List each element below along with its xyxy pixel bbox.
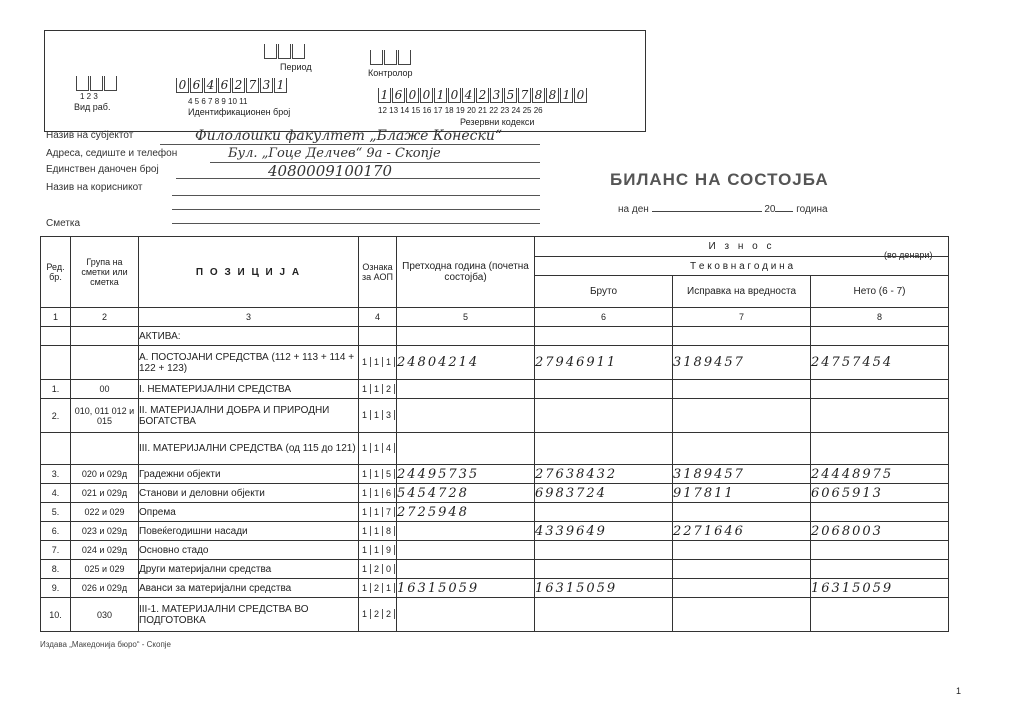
aop-digit: 1 <box>371 357 383 367</box>
reserve-digit: 0 <box>420 88 433 103</box>
cell-group: 021 и 029д <box>71 484 139 503</box>
reserve-digit: 8 <box>532 88 545 103</box>
tax-value: 4080009100170 <box>268 162 393 180</box>
header-row-no: Ред. бр. <box>41 237 71 308</box>
user-line-3 <box>172 223 540 224</box>
control-label: Контролор <box>368 68 413 78</box>
aop-code <box>359 465 397 484</box>
aop-code <box>359 327 397 346</box>
aop-digit: 1 <box>359 410 371 420</box>
cell-adj <box>673 579 811 598</box>
aop-digit: 1 <box>371 384 383 394</box>
table-row <box>41 541 949 560</box>
cell-no <box>41 433 71 465</box>
cell-no: 6. <box>41 522 71 541</box>
cell-gross <box>535 433 673 465</box>
cell-pos: Основно стадо <box>139 541 359 560</box>
table-body <box>41 327 949 632</box>
cell-group: 00 <box>71 380 139 399</box>
reserve-numbers: 12 13 14 15 16 17 18 19 20 21 22 23 24 25 26 <box>378 106 543 115</box>
cell-adj: 3189457 <box>673 465 811 484</box>
aop-digit: 1 <box>359 583 371 593</box>
id-numbers: 4 5 6 7 8 9 10 11 <box>188 97 248 106</box>
address-label: Адреса, седиштe и телефон <box>46 148 178 159</box>
type-cells <box>76 76 118 91</box>
cell-net <box>811 503 949 522</box>
reserve-code-cells <box>378 88 588 103</box>
cell-gross: 4339649 <box>535 522 673 541</box>
cell-gross <box>535 541 673 560</box>
cell-group: 010, 011 012 и 015 <box>71 399 139 433</box>
period-label: Период <box>280 62 312 72</box>
reserve-digit: 8 <box>546 88 559 103</box>
header-position: П О З И Ц И Ј А <box>139 237 359 308</box>
column-number: 7 <box>673 308 811 327</box>
entity-name-line <box>160 144 540 145</box>
aop-digit: 6 <box>383 488 395 498</box>
cell-group: 024 и 029д <box>71 541 139 560</box>
entity-name-value: Филолошки факултет „Блаже Конески“ <box>195 128 502 144</box>
id-digit: 6 <box>218 78 231 93</box>
id-label: Идентификационен број <box>188 107 291 117</box>
header-box <box>44 30 646 132</box>
table-row <box>41 560 949 579</box>
header-group: Група на сметки или сметка <box>71 237 139 308</box>
column-number: 2 <box>71 308 139 327</box>
reserve-digit: 1 <box>560 88 573 103</box>
cell-prev: 16315059 <box>397 579 535 598</box>
cell-pos: Аванси за материјални средства <box>139 579 359 598</box>
aop-digit: 1 <box>371 488 383 498</box>
aop-digit: 1 <box>371 545 383 555</box>
aop-digit: 2 <box>383 384 395 394</box>
aop-digit: 1 <box>359 526 371 536</box>
cell-no: 2. <box>41 399 71 433</box>
cell-net <box>811 541 949 560</box>
aop-code <box>359 380 397 399</box>
date-suffix: година <box>796 204 828 215</box>
document-title: БИЛАНС НА СОСТОЈБА <box>610 170 829 189</box>
table-row <box>41 503 949 522</box>
reserve-digit: 1 <box>378 88 391 103</box>
table-row <box>41 433 949 465</box>
aop-digit: 7 <box>383 507 395 517</box>
table-row <box>41 522 949 541</box>
cell-prev <box>397 522 535 541</box>
control-cells <box>370 50 412 65</box>
cell-pos: Повеќегодишни насади <box>139 522 359 541</box>
aop-digit: 3 <box>383 410 395 420</box>
cell-no: 5. <box>41 503 71 522</box>
column-number-row <box>41 308 949 327</box>
cell-group: 030 <box>71 598 139 632</box>
reserve-label: Резервни кодекси <box>460 117 535 127</box>
cell-group: 025 и 029 <box>71 560 139 579</box>
aop-code <box>359 484 397 503</box>
cell-no: 4. <box>41 484 71 503</box>
cell-gross <box>535 327 673 346</box>
cell-no: 7. <box>41 541 71 560</box>
cell-no: 8. <box>41 560 71 579</box>
period-cells <box>264 44 306 59</box>
cell-prev <box>397 327 535 346</box>
cell-prev: 24804214 <box>397 346 535 380</box>
cell-adj: 917811 <box>673 484 811 503</box>
aop-digit: 0 <box>383 564 395 574</box>
cell-gross <box>535 560 673 579</box>
cell-net: 24448975 <box>811 465 949 484</box>
table-row <box>41 598 949 632</box>
reserve-digit: 7 <box>518 88 531 103</box>
column-number: 4 <box>359 308 397 327</box>
id-digit: 4 <box>204 78 217 93</box>
aop-digit: 1 <box>359 507 371 517</box>
table-row <box>41 327 949 346</box>
cell-no: 9. <box>41 579 71 598</box>
column-number: 5 <box>397 308 535 327</box>
cell-group: 026 и 029д <box>71 579 139 598</box>
currency-note: (во денари) <box>884 250 933 260</box>
id-digit: 0 <box>176 78 189 93</box>
aop-digit: 1 <box>359 609 371 619</box>
aop-code <box>359 598 397 632</box>
cell-group <box>71 327 139 346</box>
id-digit: 3 <box>260 78 273 93</box>
aop-digit: 1 <box>383 357 395 367</box>
column-number: 1 <box>41 308 71 327</box>
cell-prev <box>397 399 535 433</box>
column-number: 6 <box>535 308 673 327</box>
cell-pos: II. МАТЕРИЈАЛНИ ДОБРА И ПРИРОДНИ БОГАТСТВА <box>139 399 359 433</box>
aop-digit: 8 <box>383 526 395 536</box>
table-row <box>41 579 949 598</box>
column-number: 8 <box>811 308 949 327</box>
cell-gross <box>535 399 673 433</box>
cell-net <box>811 399 949 433</box>
table-row <box>41 380 949 399</box>
aop-code <box>359 541 397 560</box>
cell-net <box>811 560 949 579</box>
account-label: Сметка <box>46 218 81 229</box>
cell-pos: Други материјални средства <box>139 560 359 579</box>
cell-pos: Станови и деловни објекти <box>139 484 359 503</box>
aop-digit: 1 <box>359 564 371 574</box>
cell-pos: А. ПОСТОЈАНИ СРЕДСТВА (112 + 113 + 114 + 122 + 123) <box>139 346 359 380</box>
cell-pos: III-1. МАТЕРИЈАЛНИ СРЕДСТВА ВО ПОДГОТОВКА <box>139 598 359 632</box>
cell-adj: 3189457 <box>673 346 811 380</box>
table-row <box>41 399 949 433</box>
cell-pos: Градежни објекти <box>139 465 359 484</box>
cell-gross: 16315059 <box>535 579 673 598</box>
cell-adj <box>673 598 811 632</box>
header-prev-year: Претходна година (почетна состојба) <box>397 237 535 308</box>
aop-digit: 1 <box>359 488 371 498</box>
column-number: 3 <box>139 308 359 327</box>
table-row <box>41 346 949 380</box>
tax-label: Единствен даночен број <box>46 164 159 175</box>
aop-code <box>359 399 397 433</box>
cell-prev <box>397 380 535 399</box>
aop-digit: 1 <box>359 357 371 367</box>
cell-prev: 5454728 <box>397 484 535 503</box>
id-digit: 6 <box>190 78 203 93</box>
cell-group <box>71 433 139 465</box>
cell-adj: 2271646 <box>673 522 811 541</box>
cell-no: 3. <box>41 465 71 484</box>
reserve-digit: 5 <box>504 88 517 103</box>
aop-digit: 2 <box>371 583 383 593</box>
cell-net <box>811 433 949 465</box>
cell-gross: 6983724 <box>535 484 673 503</box>
cell-net: 2068003 <box>811 522 949 541</box>
header-net: Нето (6 - 7) <box>811 276 949 308</box>
aop-digit: 4 <box>383 443 395 453</box>
type-numbers: 1 2 3 <box>80 92 98 101</box>
date-prefix: на ден <box>618 204 649 215</box>
header-amount: И з н о с <box>535 237 949 257</box>
cell-prev <box>397 598 535 632</box>
aop-code <box>359 503 397 522</box>
cell-adj <box>673 399 811 433</box>
reserve-digit: 0 <box>448 88 461 103</box>
aop-code <box>359 433 397 465</box>
aop-digit: 2 <box>371 609 383 619</box>
cell-no: 10. <box>41 598 71 632</box>
aop-code <box>359 346 397 380</box>
cell-pos: III. МАТЕРИЈАЛНИ СРЕДСТВА (од 115 до 121) <box>139 433 359 465</box>
aop-digit: 1 <box>371 526 383 536</box>
cell-net: 6065913 <box>811 484 949 503</box>
aop-digit: 1 <box>371 469 383 479</box>
aop-digit: 5 <box>383 469 395 479</box>
aop-digit: 1 <box>371 410 383 420</box>
address-value: Бул. „Гоце Делчев“ 9а - Скопје <box>228 146 441 161</box>
header-gross: Бруто <box>535 276 673 308</box>
aop-digit: 9 <box>383 545 395 555</box>
cell-group: 022 и 029 <box>71 503 139 522</box>
table-row <box>41 465 949 484</box>
user-line-1 <box>172 195 540 196</box>
id-digit: 1 <box>274 78 287 93</box>
cell-group: 020 и 029д <box>71 465 139 484</box>
cell-prev: 2725948 <box>397 503 535 522</box>
cell-net <box>811 598 949 632</box>
reserve-digit: 3 <box>490 88 503 103</box>
cell-group <box>71 346 139 380</box>
balance-table <box>40 236 949 632</box>
cell-pos: I. НЕМАТЕРИЈАЛНИ СРЕДСТВА <box>139 380 359 399</box>
cell-prev <box>397 541 535 560</box>
cell-prev: 24495735 <box>397 465 535 484</box>
aop-digit: 1 <box>359 469 371 479</box>
cell-prev <box>397 560 535 579</box>
cell-net <box>811 380 949 399</box>
reserve-digit: 4 <box>462 88 475 103</box>
page-number: 1 <box>956 686 962 696</box>
reserve-digit: 0 <box>574 88 587 103</box>
reserve-digit: 1 <box>434 88 447 103</box>
aop-code <box>359 522 397 541</box>
aop-digit: 1 <box>359 443 371 453</box>
header-current-year: Т е к о в н а г о д и н а <box>535 257 949 276</box>
cell-prev <box>397 433 535 465</box>
cell-net: 24757454 <box>811 346 949 380</box>
cell-group: 023 и 029д <box>71 522 139 541</box>
cell-adj <box>673 541 811 560</box>
id-number-cells <box>176 78 288 93</box>
type-label: Вид раб. <box>74 102 111 112</box>
cell-no: 1. <box>41 380 71 399</box>
user-line-2 <box>172 209 540 210</box>
cell-gross <box>535 503 673 522</box>
cell-adj <box>673 560 811 579</box>
cell-gross <box>535 598 673 632</box>
cell-net: 16315059 <box>811 579 949 598</box>
aop-code <box>359 579 397 598</box>
aop-digit: 1 <box>371 507 383 517</box>
footer-note: Издава „Македонија бюро“ - Скопје <box>40 640 172 649</box>
aop-code <box>359 560 397 579</box>
date-line <box>618 204 828 215</box>
header-aop: Ознака за АОП <box>359 237 397 308</box>
cell-adj <box>673 503 811 522</box>
table-row <box>41 484 949 503</box>
aop-digit: 2 <box>383 609 395 619</box>
id-digit: 2 <box>232 78 245 93</box>
cell-pos: Опрема <box>139 503 359 522</box>
aop-digit: 1 <box>383 583 395 593</box>
cell-adj <box>673 327 811 346</box>
id-digit: 7 <box>246 78 259 93</box>
aop-digit: 1 <box>359 384 371 394</box>
reserve-digit: 0 <box>406 88 419 103</box>
entity-name-label: Назив на субјектот <box>46 130 134 141</box>
cell-net <box>811 327 949 346</box>
header-adjust: Исправка на вредноста <box>673 276 811 308</box>
user-label: Назив на корисникот <box>46 182 143 193</box>
aop-digit: 1 <box>371 443 383 453</box>
cell-no <box>41 327 71 346</box>
cell-gross: 27946911 <box>535 346 673 380</box>
aop-digit: 1 <box>359 545 371 555</box>
reserve-digit: 6 <box>392 88 405 103</box>
cell-gross: 27638432 <box>535 465 673 484</box>
cell-adj <box>673 433 811 465</box>
cell-gross <box>535 380 673 399</box>
cell-adj <box>673 380 811 399</box>
cell-pos: АКТИВА: <box>139 327 359 346</box>
reserve-digit: 2 <box>476 88 489 103</box>
date-mid: 20 <box>764 204 776 215</box>
cell-no <box>41 346 71 380</box>
aop-digit: 2 <box>371 564 383 574</box>
